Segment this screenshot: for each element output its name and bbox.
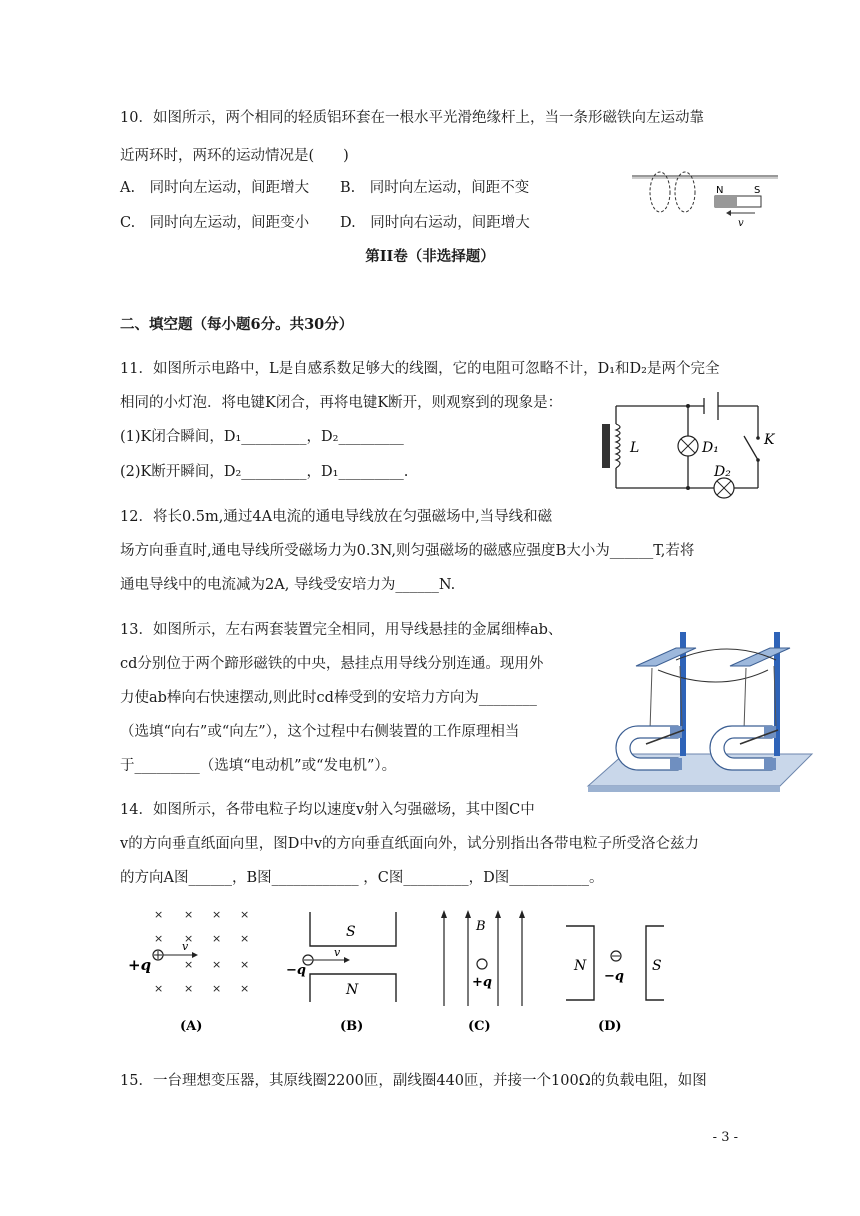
q14-line-1: 14．如图所示，各带电粒子均以速度v射入匀强磁场，其中图C中 (120, 802, 535, 818)
q10-line-2: 近两环时，两环的运动情况是( ) (120, 148, 349, 164)
svg-text:×: × (154, 908, 164, 921)
fig-d-right-pole: S (652, 958, 662, 974)
magnet-n-label: N (716, 185, 724, 196)
svg-text:×: × (212, 932, 222, 945)
part-2-title: 二、填空题（每小题6分。共30分） (120, 316, 354, 333)
fig-d-charge-label: −q (604, 969, 624, 984)
svg-text:×: × (212, 908, 222, 921)
q10-line-1: 10．如图所示，两个相同的轻质铝环套在一根水平光滑绝缘杆上，当一条形磁铁向左运动靠 (120, 110, 704, 126)
svg-text:×: × (240, 908, 250, 921)
lamp-d2-label: D₂ (714, 464, 731, 480)
q14-figure-c (432, 906, 532, 1034)
lamp-d1-label: D₁ (702, 440, 719, 456)
fig-d-left-pole: N (574, 958, 587, 974)
svg-text:×: × (184, 958, 194, 971)
svg-text:×: × (212, 982, 222, 995)
fig-c-field-label: B (476, 919, 486, 934)
q11-figure-circuit (596, 388, 775, 500)
q13-line-2: cd分别位于两个蹄形磁铁的中央，悬挂点用导线分别连通。现用外 (120, 656, 544, 672)
q11-line-1: 11．如图所示电路中，L是自感系数足够大的线圈，它的电阻可忽略不计，D₁和D₂是两个完全 (120, 361, 720, 377)
q10-figure-rings-magnet (630, 168, 780, 230)
velocity-label: v (738, 218, 744, 229)
q12-line-2: 场方向垂直时,通电导线所受磁场力为0.3N,则匀强磁场的磁感应强度B大小为______T,若将 (120, 543, 695, 559)
fig-b-velocity-label: v (334, 946, 341, 959)
page-number: - 3 - (712, 1130, 738, 1145)
q15-line-1: 15．一台理想变压器，其原线圈2200匝，副线圈440匝，并接一个100Ω的负载电阻，如图 (120, 1073, 707, 1089)
q10-option-c: C. 同时向左运动，间距变小 (120, 215, 310, 231)
svg-text:×: × (184, 932, 194, 945)
q11-line-4: (2)K断开瞬间，D₂_________，D₁_________. (120, 464, 409, 480)
q13-line-3: 力使ab棒向右快速摆动,则此时cd棒受到的安培力方向为________ (120, 690, 537, 706)
fig-a-velocity-label: v (182, 940, 189, 953)
q14-figure-a (124, 906, 264, 1034)
q13-figure-two-setups (584, 626, 814, 796)
svg-text:×: × (240, 982, 250, 995)
fig-b-charge-label: −q (286, 963, 306, 978)
fig-d-caption: (D) (598, 1019, 622, 1034)
svg-text:×: × (184, 982, 194, 995)
q10-option-a: A. 同时向左运动，间距增大 (120, 180, 310, 196)
fig-a-charge-label: +q (128, 956, 152, 974)
q14-figure-d (560, 906, 690, 1034)
fig-b-caption: (B) (340, 1019, 364, 1034)
svg-text:×: × (240, 958, 250, 971)
fig-a-caption: (A) (180, 1019, 203, 1034)
switch-k-label: K (764, 432, 775, 448)
svg-text:×: × (212, 958, 222, 971)
q14-line-3: 的方向A图______，B图____________ ，C图_________，D图___________。 (120, 870, 604, 886)
q11-line-3: (1)K闭合瞬间，D₁_________，D₂_________ (120, 429, 404, 445)
q13-line-4: （选填“向右”或“向左”），这个过程中右侧装置的工作原理相当 (120, 724, 520, 740)
q13-line-5: 于_________（选填“电动机”或“发电机”）。 (120, 758, 397, 774)
q10-option-b: B. 同时向左运动，间距不变 (340, 180, 530, 196)
inductor-label: L (630, 440, 640, 456)
fig-c-caption: (C) (468, 1019, 491, 1034)
q12-line-1: 12．将长0.5m,通过4A电流的通电导线放在匀强磁场中,当导线和磁 (120, 509, 553, 525)
q11-line-2: 相同的小灯泡．将电键K闭合，再将电键K断开，则观察到的现象是： (120, 395, 563, 411)
q10-option-d: D. 同时向右运动，间距增大 (340, 215, 530, 231)
svg-text:×: × (240, 932, 250, 945)
magnet-s-label: S (754, 185, 761, 196)
svg-text:×: × (154, 982, 164, 995)
fig-b-top-pole: S (346, 924, 356, 940)
q14-figure-b (282, 906, 412, 1034)
section-2-title: 第II卷（非选择题） (365, 248, 495, 265)
fig-b-bottom-pole: N (346, 982, 359, 998)
q12-line-3: 通电导线中的电流减为2A, 导线受安培力为______N. (120, 577, 456, 593)
svg-text:×: × (184, 908, 194, 921)
q13-line-1: 13．如图所示，左右两套装置完全相同，用导线悬挂的金属细棒ab、 (120, 622, 563, 638)
q14-line-2: v的方向垂直纸面向里，图D中v的方向垂直纸面向外，试分别指出各带电粒子所受洛仑兹力 (120, 836, 700, 852)
svg-text:×: × (154, 932, 164, 945)
fig-c-charge-label: +q (472, 975, 492, 990)
